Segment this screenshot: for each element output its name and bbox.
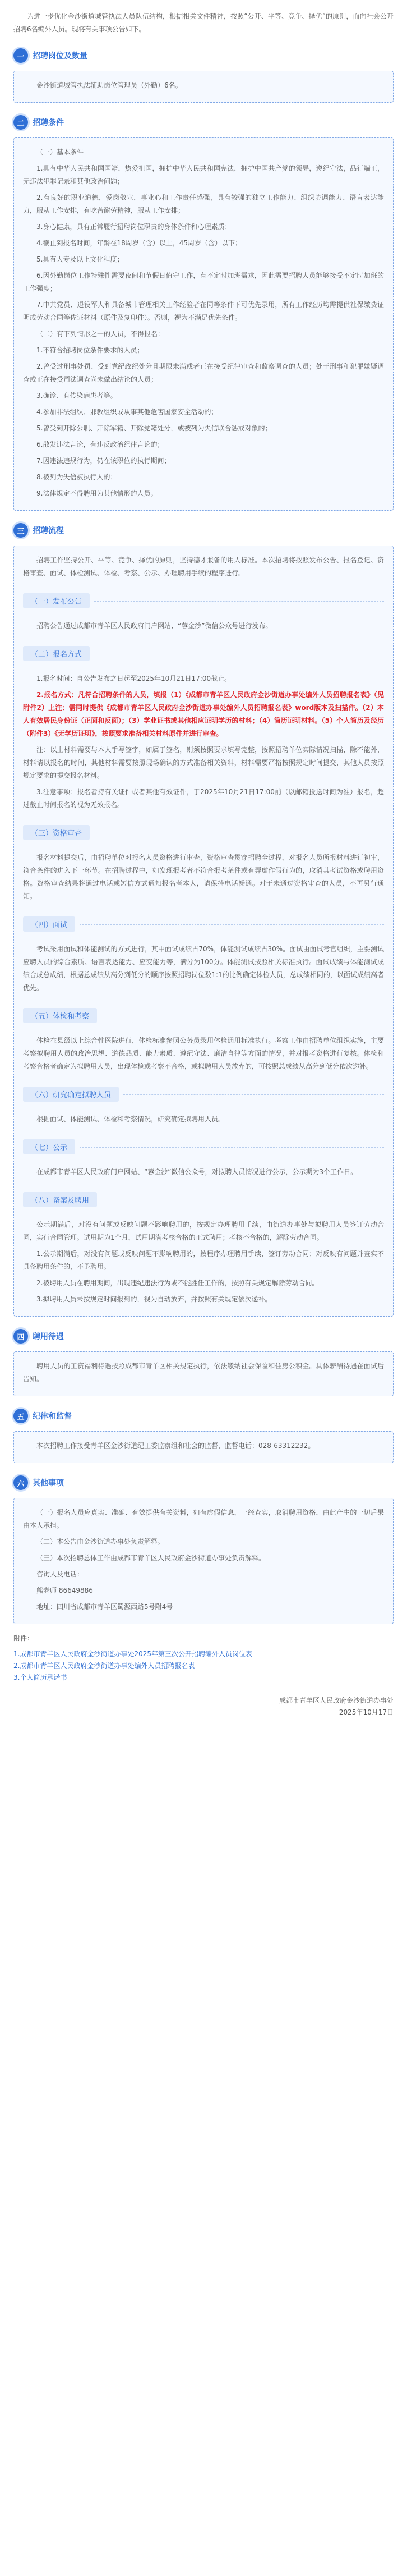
attachment-link[interactable]: 2.成都市青羊区人民政府金沙街道办事处编外人员招聘报名表 bbox=[13, 1662, 195, 1670]
section-1-header bbox=[13, 48, 394, 63]
subsection-header bbox=[23, 1082, 384, 1107]
section-title: 招聘流程 bbox=[33, 526, 64, 535]
section-number-badge: 五 bbox=[13, 1409, 28, 1423]
condition-item: 7.中共党员、退役军人和具备城市管理相关工作经验者在同等条件下可优先录用，所有工作经历均需提供社保缴费证明或劳动合同等佐证材料（原件及复印件）。否则，视为不满足优先条件。 bbox=[23, 301, 384, 322]
subsection-text: 体检在县级以上综合性医院进行，体检标准参照公务员录用体检通用标准执行。考察工作由招聘单位组织实施，主要考察拟聘用人员的政治思想、道德品质、能力素质、遵纪守法、廉洁自律等方面的情况，并对报考资格进行复核。体检和考察合格者确定为拟聘用人员，出现体检或考察不合格，或拟聘用人员放弃的，可按照总成绩从高分到低分依次递补。 bbox=[23, 1037, 384, 1070]
subsection-header bbox=[23, 1135, 384, 1160]
section-5-header bbox=[13, 1409, 394, 1423]
section-number-badge: 六 bbox=[13, 1475, 28, 1490]
condition-item: 1.具有中华人民共和国国籍，热爱祖国，拥护中华人民共和国宪法，拥护中国共产党的领导，遵纪守法，品行端正，无违法犯罪记录和其他政治问题； bbox=[23, 164, 384, 185]
subsection-text: 招聘公告通过成都市青羊区人民政府门户网站、“蓉金沙”微信公众号进行发布。 bbox=[36, 622, 272, 630]
section-number-badge: 四 bbox=[13, 1329, 28, 1344]
section-number-badge: 二 bbox=[13, 115, 28, 130]
registration-caution-text: 3.注意事项：报名者持有关证件或者其他有效证件，于2025年10月21日17:00前（以邮箱投送时间为准）报名，超过截止时间报名的视为无效报名。 bbox=[23, 788, 384, 809]
contact-name: 熊老师 86649886 bbox=[36, 1587, 93, 1594]
hiring-item: 公示期满后，对没有问题或反映问题不影响聘用的，按规定办理聘用手续，由街道办事处与拟聘用人员签订劳动合同，实行合同管理。试用期为1个月，试用期满考核合格的正式聘用；考核不合格的，解除劳动合同。 bbox=[23, 1221, 384, 1241]
attachments bbox=[13, 1632, 394, 1684]
subsection-tag: （三）资格审查 bbox=[23, 825, 90, 840]
subsection-header bbox=[23, 912, 384, 937]
hiring-item: 3.拟聘用人员未按规定时间报到的，视为自动放弃，并按照有关规定依次递补。 bbox=[36, 1295, 272, 1303]
subsection-tag: （四）面试 bbox=[23, 916, 75, 932]
subsection-text: 根据面试、体能测试、体检和考察情况，研究确定拟聘用人员。 bbox=[36, 1115, 225, 1123]
section-title: 纪律和监督 bbox=[33, 1412, 72, 1421]
section-3-box bbox=[13, 546, 394, 1317]
exclusion-item: 7.因违法违规行为，仍在该职位的执行期间； bbox=[36, 457, 171, 465]
issue-date: 2025年10月17日 bbox=[339, 1708, 394, 1716]
other-item: （三）本次招聘总体工作由成都市青羊区人民政府金沙街道办事处负责解释。 bbox=[36, 1554, 266, 1562]
subsection-tag: （六）研究确定拟聘人员 bbox=[23, 1087, 119, 1102]
intro-paragraph: 为进一步优化金沙街道城管执法人员队伍结构，根据相关文件精神，按照“公开、平等、竞争、择优”的原则，面向社会公开招聘6名编外人员。现将有关事项公告如下。 bbox=[13, 12, 394, 33]
attachments-label: 附件： bbox=[13, 1634, 34, 1642]
subsection-header bbox=[23, 1003, 384, 1029]
subsection-text: 在成都市青羊区人民政府门户网站、“蓉金沙”微信公众号，对拟聘人员情况进行公示，公示期为3个工作日。 bbox=[36, 1168, 358, 1176]
condition-item: 6.因外勤岗位工作特殊性需要夜间和节假日值守工作，有不定时加班需求，因此需要招聘人员能够接受不定时加班的工作强度； bbox=[23, 272, 384, 292]
subsection-header bbox=[23, 1188, 384, 1213]
exclusion-item: 9.法律规定不得聘用为其他情形的人员。 bbox=[36, 489, 158, 497]
exclusion-item: 2.曾受过刑事处罚、受到党纪政纪处分且期限未满或者正在接受纪律审查和监察调查的人员；处于刑事和犯罪嫌疑调查或正在接受司法调查尚未做出结论的人员； bbox=[23, 363, 384, 383]
address: 地址：四川省成都市青羊区蜀源西路5号附4号 bbox=[36, 1603, 173, 1611]
process-intro: 招聘工作坚持公开、平等、竞争、择优的原则，坚持德才兼备的用人标准。本次招聘将按照发布公告、报名登记、资格审查、面试、体检测试、体检、考察、公示、办理聘用手续的程序进行。 bbox=[23, 556, 384, 577]
section-3-header bbox=[13, 523, 394, 538]
condition-item: 2.有良好的职业道德，爱岗敬业，事业心和工作责任感强，具有较强的独立工作能力、组织协调能力、语言表达能力，服从工作安排，有吃苦耐劳精神，服从工作安排； bbox=[23, 194, 384, 214]
hiring-item: 1.公示期满后，对没有问题或反映问题不影响聘用的，按程序办理聘用手续，签订劳动合同；对反映有问题并查实不具备聘用条件的，不予聘用。 bbox=[23, 1250, 384, 1271]
registration-method bbox=[23, 689, 384, 740]
issuer: 成都市青羊区人民政府金沙街道办事处 bbox=[279, 1697, 394, 1704]
section-number-badge: 一 bbox=[13, 48, 28, 63]
subsection-tag: （七）公示 bbox=[23, 1139, 75, 1154]
section-6-header bbox=[13, 1475, 394, 1490]
registration-caution bbox=[23, 786, 384, 812]
subheading: （二）有下列情形之一的人员，不得报名： bbox=[36, 330, 165, 338]
condition-item: 3.身心健康，具有正常履行招聘岗位职责的身体条件和心理素质； bbox=[36, 223, 232, 231]
registration-note: 注：以上材料需要与本人手写签字，如属于签名，则须按照要求填写完整，按照招聘单位实际情况扫描，除不能外，材料请以报名的时间，其他材料需要按照现场确认的方式准备相关资料，材料需要严格按照规定时间提交，其他人员按照规定要求的提交报名材料。 bbox=[23, 746, 384, 780]
subsection-tag: （八）备案及聘用 bbox=[23, 1192, 97, 1207]
section-6-box bbox=[13, 1498, 394, 1624]
section-title: 招聘岗位及数量 bbox=[33, 52, 87, 61]
subsection-tag: （一）发布公告 bbox=[23, 593, 90, 608]
condition-item: 5.具有大专及以上文化程度； bbox=[36, 255, 124, 263]
section-number-badge: 三 bbox=[13, 523, 28, 538]
subheading: （一）基本条件 bbox=[36, 148, 84, 156]
section-2-box bbox=[13, 137, 394, 511]
section-4-header bbox=[13, 1329, 394, 1344]
section-title: 聘用待遇 bbox=[33, 1332, 64, 1341]
contact-label: 咨询人及电话： bbox=[36, 1570, 84, 1578]
supervision-text: 本次招聘工作接受青羊区金沙街道纪工委监察组和社会的监督，监督电话：028-63312232。 bbox=[36, 1442, 315, 1450]
subsection-tag: （五）体检和考察 bbox=[23, 1008, 97, 1023]
exclusion-item: 3.确诊、有传染病患者等。 bbox=[36, 392, 117, 400]
subsection-text: 考试采用面试和体能测试的方式进行，其中面试成绩占70%，体能测试成绩占30%。面试由面试考官组织，主要测试应聘人员的综合素质、语言表达能力、应变能力等，满分为100分。体能测试按照相关标准执行。面试成绩与体能测试成绩合成总成绩，根据总成绩从高分到低分的顺序按照招聘岗位数1:1的比例确定体检人员，总成绩相同的，以面试成绩高者优先。 bbox=[23, 945, 384, 992]
other-item: （一）报名人员应真实、准确、有效提供有关资料，如有虚假信息，一经查实，取消聘用资格，由此产生的一切后果由本人承担。 bbox=[23, 1509, 384, 1529]
section-title: 招聘条件 bbox=[33, 118, 64, 127]
positions-text: 金沙街道城管执法辅助岗位管理员（外勤）6名。 bbox=[36, 81, 182, 89]
exclusion-item: 4.参加非法组织、邪教组织或从事其他危害国家安全活动的； bbox=[36, 408, 218, 416]
section-5-box bbox=[13, 1431, 394, 1463]
section-1-box bbox=[13, 71, 394, 103]
section-2-header bbox=[13, 115, 394, 130]
attachment-link[interactable]: 3.个人简历承诺书 bbox=[13, 1674, 67, 1681]
section-title: 其他事项 bbox=[33, 1479, 64, 1488]
subsection-text: 报名材料提交后，由招聘单位对报名人员资格进行审查，资格审查贯穿招聘全过程，对报名人员所报材料进行初审，符合条件的进入下一环节。在招聘过程中，如发现报考者不符合报考条件或有弄虚作假行为的，取消其考试资格或聘用资格。资格审查结果将通过电话或短信方式通知报名者本人，请保持电话畅通。对于未通过资格审查的人员，不再另行通知。 bbox=[23, 854, 384, 900]
salary-text: 聘用人员的工资福利待遇按照成都市青羊区相关规定执行，依法缴纳社会保险和住房公积金。具体薪酬待遇在面试后告知。 bbox=[23, 1362, 384, 1383]
attachment-link[interactable]: 1.成都市青羊区人民政府金沙街道办事处2025年第三次公开招聘编外人员岗位表 bbox=[13, 1650, 252, 1658]
exclusion-item: 5.曾受到开除公职、开除军籍、开除党籍处分，或被列为失信联合惩戒对象的； bbox=[36, 424, 272, 432]
registration-method-text: 2.报名方式：凡符合招聘条件的人员，填报（1）《成都市青羊区人民政府金沙街道办事处编外人员招聘报名表》（见附件2）上注：需同时提供《成都市青羊区人民政府金沙街道办事处编外人员招聘报名表》word版本及扫描件。（2）本人有效居民身份证（正面和反面）；（3）学业证书或其他相应证明学历的材料；（4）简历证明材料。（5）个人简历及经历（附件3）《无学历证明》，按照要求准备相关材料原件并进行审查。 bbox=[23, 691, 384, 737]
signature-block bbox=[13, 1695, 394, 1718]
hiring-item: 2.被聘用人员在聘用期间，出现违纪违法行为或不能胜任工作的，按照有关规定解除劳动合同。 bbox=[36, 1279, 319, 1287]
section-4-box bbox=[13, 1351, 394, 1396]
exclusion-item: 6.散发违法言论，有违反政治纪律言论的； bbox=[36, 441, 164, 448]
subsection-tag: （二）报名方式 bbox=[23, 646, 90, 661]
subsection-header bbox=[23, 589, 384, 614]
subsection-header bbox=[23, 821, 384, 846]
registration-time-text: 1.报名时间：自公告发布之日起至2025年10月21日17:00截止。 bbox=[36, 675, 232, 682]
registration-time bbox=[23, 672, 384, 685]
exclusion-item: 1.不符合招聘岗位条件要求的人员； bbox=[36, 346, 144, 354]
subsection-header bbox=[23, 641, 384, 667]
exclusion-item: 8.被列为失信被执行人的； bbox=[36, 473, 117, 481]
condition-item: 4.截止到报名时间，年龄在18周岁（含）以上，45周岁（含）以下； bbox=[36, 239, 242, 247]
other-item: （二）本公告由金沙街道办事处负责解释。 bbox=[36, 1538, 165, 1546]
